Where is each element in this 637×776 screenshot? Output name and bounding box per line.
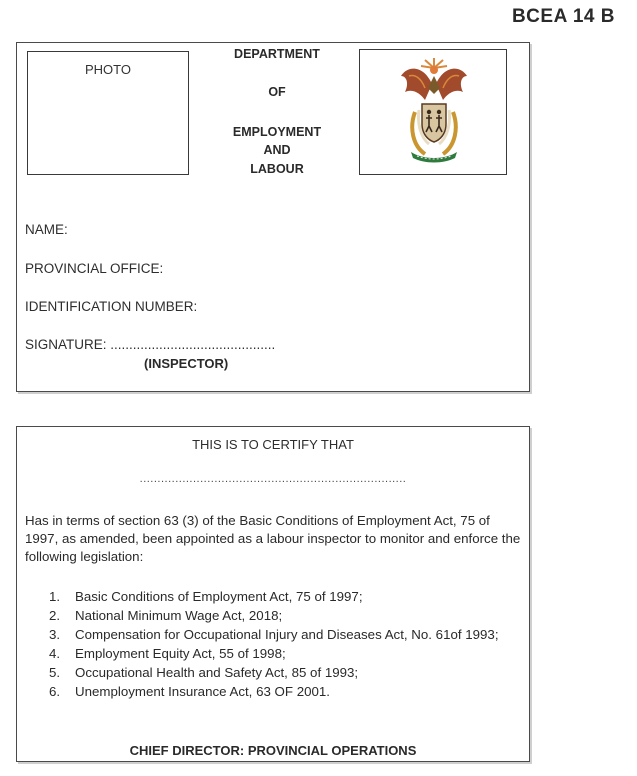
list-item [49,682,519,701]
list-item-text: Employment Equity Act, 55 of 1998; [75,646,286,661]
list-item-number: 6. [49,684,61,699]
list-item-text: Occupational Health and Safety Act, 85 of 1993; [75,665,359,680]
list-item [49,606,519,625]
department-line: DEPARTMENT [234,47,320,61]
list-item-text: National Minimum Wage Act, 2018; [75,608,283,623]
appointment-paragraph: Has in terms of section 63 (3) of the Basic Conditions of Employment Act, 75 of 1997, as amended, been appointed as a labour inspector to monitor and enforce the following legislation: [25,513,521,564]
photo-box [27,51,189,175]
list-item-text: Compensation for Occupational Injury and Diseases Act, No. 61of 1993; [75,627,499,642]
list-item-number: 2. [49,608,61,623]
list-item [49,625,519,644]
identification-number-field-label: IDENTIFICATION NUMBER: [25,299,198,314]
provincial-office-field-label: PROVINCIAL OFFICE: [25,261,164,276]
list-item-number: 3. [49,627,61,642]
list-item [49,663,519,682]
department-line: AND [263,143,291,157]
list-item-number: 1. [49,589,61,604]
department-line: EMPLOYMENT [232,125,322,139]
name-dotted-line: ........................................................................... [139,473,407,485]
list-item-text: Basic Conditions of Employment Act, 75 of 1997; [75,589,363,604]
legislation-list [49,587,519,701]
photo-label: PHOTO [85,62,131,77]
identity-card-back [16,426,530,762]
list-item-number: 4. [49,646,61,661]
signature-field: SIGNATURE: ............................................ [25,337,276,352]
coat-of-arms-icon [395,54,473,170]
name-field-label: NAME: [25,222,68,237]
department-line: OF [268,85,286,99]
list-item [49,644,519,663]
list-item-number: 5. [49,665,61,680]
certify-heading: THIS IS TO CERTIFY THAT [192,437,354,452]
list-item-text: Unemployment Insurance Act, 63 OF 2001. [75,684,330,699]
list-item [49,587,519,606]
signoff-title: CHIEF DIRECTOR: PROVINCIAL OPERATIONS [129,743,417,758]
crest-box [359,49,507,175]
form-code: BCEA 14 B [511,6,615,27]
identity-card-front [16,42,530,392]
department-line: LABOUR [250,162,304,176]
inspector-label: (INSPECTOR) [144,356,229,371]
